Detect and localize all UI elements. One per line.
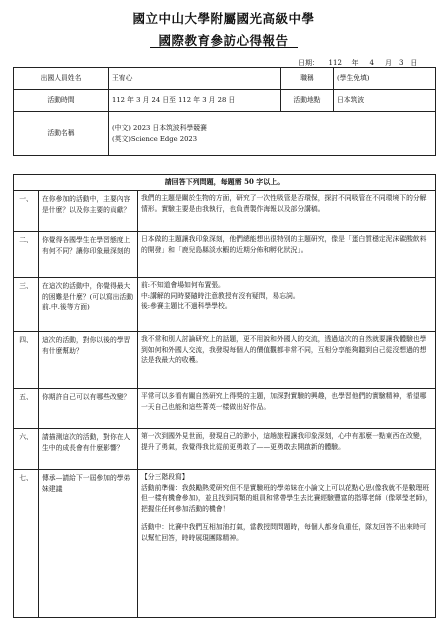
qa-row — [14, 232, 436, 278]
event-name — [109, 112, 436, 156]
question-number: 二、 — [14, 232, 39, 278]
answer-paragraph: 活動前準備：我鼓勵熱愛研究但不是實驗班的學弟妹在小論文上可以花點心思(像我就不是數理班但一樣有機會參加)，並且找到同類的組員和常帶學生去比賽經驗豐富的指導老師（像翠瑩老師)，把握住任何參加活動的機會！ — [141, 483, 432, 513]
date-year: 112 — [321, 59, 349, 68]
qa-instruction: 請回答下列問題，每題需 50 字以上。 — [14, 175, 436, 191]
answer-cell — [138, 332, 436, 389]
answer-paragraph — [141, 514, 432, 522]
school-name: 國立中山大學附屬國光高級中學 — [132, 11, 315, 26]
place-value: 日本筑波 — [334, 90, 436, 112]
qa-row — [14, 278, 436, 332]
answer-cell — [138, 191, 436, 232]
event-name-zh: (中文) 2023 日本筑波科學競賽 — [112, 123, 207, 132]
qa-table — [13, 174, 436, 618]
qa-row — [14, 470, 436, 618]
title-value: (學生免填) — [334, 68, 436, 90]
answer-paragraph: 後:參賽主題比不過科學學校。 — [141, 302, 232, 311]
answer-paragraph: 第一次到國外見世面，發現自己的渺小，這趟旅程讓我印象深刻，心中有那麼一點東西在改變，提升了勇氣，我覺得我比從前更勇敢了——更勇敢去開啟新的體驗。 — [141, 432, 427, 451]
title-underline — [150, 47, 298, 48]
date-day-unit: 日 — [410, 59, 418, 67]
question-text: 你期許自己可以有哪些改變？ — [39, 389, 138, 429]
question-text: 請描測這次的活動，對你在人生中的成長會有什麼影響？ — [39, 429, 138, 470]
question-number: 四、 — [14, 332, 39, 389]
answer-paragraph: 日本做的主題讓我印象深刻，他們總能想出很特別的主題研究，像是「蛋白質穩定泥沫碳酸飲料的開發」和「鹿兒島縣淡水鰕的近期分佈和孵化狀況」。 — [141, 235, 427, 254]
question-text: 你覺得各國學生在學習態度上有何不同？讓你印象最深刻的 — [39, 232, 138, 278]
qa-body — [14, 191, 436, 618]
date-month: 4 — [361, 59, 383, 68]
answer-cell — [138, 278, 436, 332]
date-day: 3 — [394, 59, 408, 68]
answer-paragraph: 前:不知道會場如何布置張。 — [141, 281, 225, 289]
time-value: 112 年 3 月 24 日至 112 年 3 月 28 日 — [109, 90, 281, 112]
question-number: 七、 — [14, 470, 39, 618]
date-month-unit: 月 — [384, 59, 392, 67]
event-label: 活動名稱 — [14, 112, 109, 156]
question-text: 在這次的活動中，你覺得最大的困難是什麼？(可以寫出活動前.中.後等方面) — [39, 278, 138, 332]
answer-paragraph: 活動中：比賽中我們互相加油打氣，當教授問問題時，每個人都身負重任，隊友回答不出來時可以幫忙回答，時時展現團隊精神。 — [141, 523, 427, 542]
answer-paragraph: 中:講解的同時要隨時注意教授有沒有疑問，易忘詞。 — [141, 291, 300, 300]
date-year-unit: 年 — [351, 59, 359, 67]
name-label: 出國人員姓名 — [14, 68, 109, 90]
place-label: 活動地點 — [281, 90, 334, 112]
time-label: 活動時間 — [14, 90, 109, 112]
question-text: 傳承—請給下一屆參加的學弟妹建議 — [39, 470, 138, 618]
name-value: 王宥心 — [109, 68, 281, 90]
question-text: 這次的活動，對你以後的學習有什麼幫助？ — [39, 332, 138, 389]
answer-cell — [138, 429, 436, 470]
question-number: 五、 — [14, 389, 39, 429]
event-name-en: (英文)Science Edge 2023 — [112, 134, 198, 143]
title-label: 職稱 — [281, 68, 334, 90]
question-number: 三、 — [14, 278, 39, 332]
answer-paragraph: 平常可以多看有關自然研究上得獎的主題，加深對實驗的興趣，也學習他們的實驗精神，希望哪一天自己也能和這些菁英一樣做出好作品。 — [141, 392, 427, 411]
answer-paragraph: 我不常和別人討論研究上的話題，更不用說和外國人的交流，透過這次的自然就要讓我體驗也學到如何和外國人交流，我發現每個人的價值觀都非常不同，互相分享能夠聽到自己從沒想過的想法是我最大的收穫。 — [141, 335, 427, 365]
question-number: 一、 — [14, 191, 39, 232]
answer-paragraph: 【分三階段寫】 — [141, 473, 189, 481]
answer-cell — [138, 389, 436, 429]
question-number: 六、 — [14, 429, 39, 470]
answer-cell — [138, 470, 436, 618]
qa-row — [14, 389, 436, 429]
qa-row — [14, 429, 436, 470]
report-title: 國際教育參訪心得報告 — [158, 33, 289, 48]
question-text: 在你參加的活動中，主要內容是什麼？以及你主要的貢獻？ — [39, 191, 138, 232]
qa-row — [14, 191, 436, 232]
qa-row — [14, 332, 436, 389]
info-table — [13, 67, 436, 156]
answer-paragraph: 我們的主題是關於生物的方面，研究了一次性吸管是否環保，探討不同吸管在不同環境下的分解情形。實驗主要是由我執行，也負責製作海報以及部分講稿。 — [141, 194, 427, 213]
answer-cell — [138, 232, 436, 278]
date-label: 日期： — [298, 59, 319, 67]
